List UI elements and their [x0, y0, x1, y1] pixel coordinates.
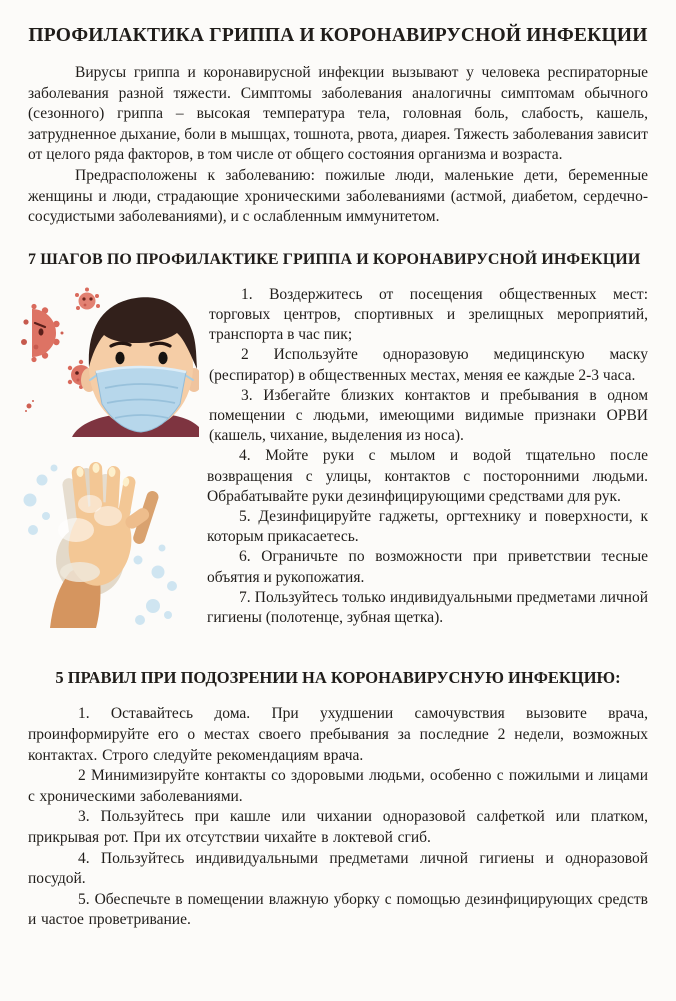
rule-item: 1. Оставайтесь дома. При ухудшении самочувствия вызовите врача, проинформируйте его о местах своего пребывания за последние 2 недели, возможных контактах. Строго следуйте рекомендациям врача.: [28, 705, 648, 764]
masked-boy-svg: [14, 287, 199, 437]
steps-section: [28, 285, 648, 629]
masked-boy-illustration: [14, 287, 199, 437]
rule-item: 2 Минимизируйте контакты со здоровыми людьми, особенно с пожилыми и лицами с хроническими заболеваниями.: [28, 767, 648, 805]
rule-item: 5. Обеспечьте в помещении влажную уборку с помощью дезинфицирующих средств и частое проветривание.: [28, 890, 648, 929]
rules-section: [28, 704, 648, 931]
step-item: 4. Мойте руки с мылом и водой тщательно после возвращения с улицы, контактов с посторонними людьми. Обрабатывайте руки дезинфицирующими средствами для рук.: [207, 447, 648, 505]
intro-section: [28, 63, 648, 228]
steps-heading: 7 ШАГОВ ПО ПРОФИЛАКТИКЕ ГРИППА И КОРОНАВИРУСНОЙ ИНФЕКЦИИ: [28, 250, 641, 268]
hand-washing-svg: [20, 460, 185, 628]
rule-item: 3. Пользуйтесь при кашле или чихании одноразовой салфеткой или платком, прикрывая рот. При их отсутствии чихайте в локтевой сгиб.: [28, 808, 648, 846]
step-item: 1. Воздержитесь от посещения общественных мест: торговых центров, спортивных и зрелищных мероприятий, транспорта в час пик;: [209, 285, 648, 344]
hand-washing-illustration: [20, 460, 185, 628]
rule-item: 4. Пользуйтесь индивидуальными предметами личной гигиены и одноразовой посудой.: [28, 849, 648, 888]
step-item: 7. Пользуйтесь только индивидуальными предметами личной гигиены (полотенце, зубная щетка).: [207, 588, 648, 626]
rules-heading: 5 ПРАВИЛ ПРИ ПОДОЗРЕНИИ НА КОРОНАВИРУСНУЮ ИНФЕКЦИЮ:: [55, 668, 621, 688]
step-item: 5. Дезинфицируйте гаджеты, оргтехнику и поверхности, к которым прикасаетесь.: [207, 507, 648, 546]
document-title: ПРОФИЛАКТИКА ГРИППА И КОРОНАВИРУСНОЙ ИНФЕКЦИИ: [28, 25, 648, 46]
small-virus-icon: [75, 287, 100, 310]
big-virus-icon: [21, 304, 64, 362]
virus-speck-icon: [25, 400, 34, 412]
step-item: 2 Используйте одноразовую медицинскую маску (респиратор) в общественных местах, меняя ее каждые 2-3 часа.: [209, 346, 648, 384]
intro-paragraph: Предрасположены к заболеванию: пожилые люди, маленькие дети, беременные женщины и люди, страдающие хроническими заболеваниями (астмой, диабетом, сердечно-сосудистыми заболеваниями), и с ослабленным иммунитетом.: [28, 166, 648, 226]
step-item: 3. Избегайте близких контактов и пребывания в одном помещении с людьми, имеющими видимые признаки ОРВИ (кашель, чихание, выделения из носа).: [209, 386, 648, 445]
step-item: 6. Ограничьте по возможности при приветствии тесные объятия и рукопожатия.: [207, 548, 648, 586]
intro-paragraph: Вирусы гриппа и коронавирусной инфекции вызывают у человека респираторные заболевания разной тяжести. Симптомы заболевания аналогичны симптомам обычного (сезонного) гриппа – высокая температура тела, головная боль, слабость, кашель, затрудненное дыхание, боли в мышцах, тошнота, рвота, диарея. Тяжесть заболевания зависит от целого ряда факторов, в том числе от общего состояния организма и возраста.: [28, 64, 648, 164]
masked-boy-figure: [72, 297, 199, 437]
